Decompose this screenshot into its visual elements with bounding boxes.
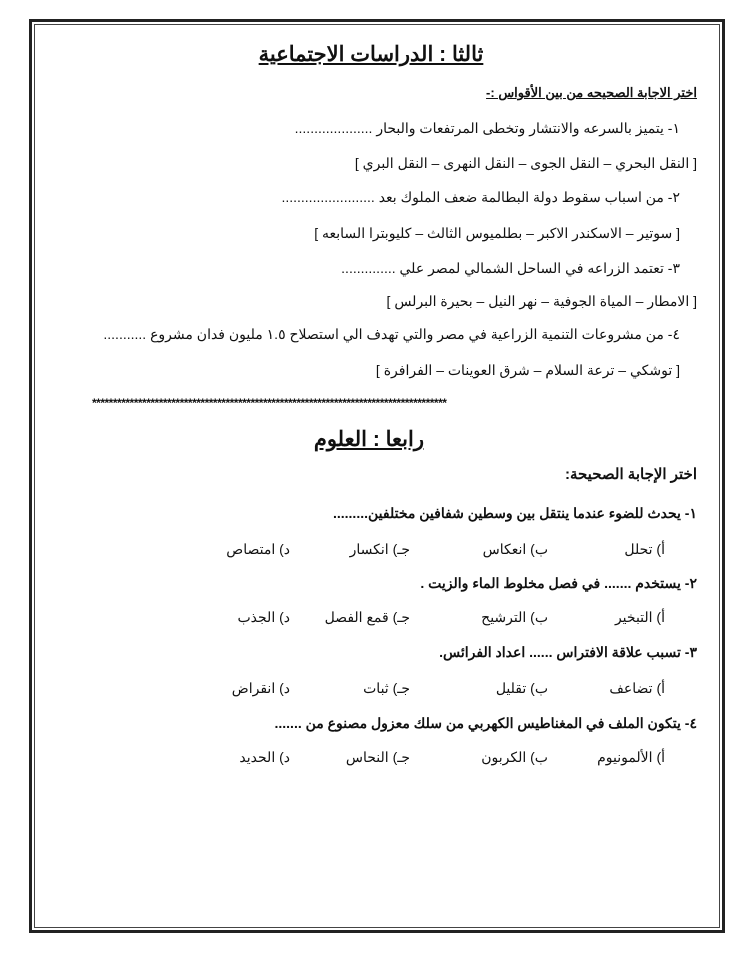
science-q1-option-b: ب) انعكاس (482, 541, 548, 557)
social-instruction: اختر الاجابة الصحيحه من بين الأقواس :- (486, 85, 697, 100)
section-title-science: رابعا : العلوم (313, 428, 424, 451)
social-options-4: [ توشكي – ترعة السلام – شرق العوينات – الفرافرة ] (375, 362, 680, 378)
social-question-1: ١- يتميز بالسرعه والانتشار وتخطى المرتفعات والبحار .................... (294, 120, 680, 136)
science-q1-option-c: جـ) انكسار (349, 541, 410, 557)
science-instruction: اختر الإجابة الصحيحة: (564, 466, 697, 483)
science-q3-option-a: أ) تضاعف (609, 680, 665, 696)
science-question-2: ٢- يستخدم ....... في فصل مخلوط الماء والزيت . (420, 575, 697, 591)
science-q2-option-b: ب) الترشيح (481, 609, 548, 625)
science-q3-option-b: ب) تقليل (495, 680, 548, 696)
science-q2-option-c: جـ) قمع الفصل (324, 609, 410, 625)
science-q4-option-a: أ) الألمونيوم (597, 749, 665, 765)
social-question-4: ٤- من مشروعات التنمية الزراعية في مصر والتي تهدف الي استصلاح ١.٥ مليون فدان مشروع ........... (103, 326, 680, 342)
social-question-2: ٢- من اسباب سقوط دولة البطالمة ضعف الملوك بعد ........................ (281, 189, 680, 205)
separator-stars: ************************************************************************************* (92, 396, 447, 410)
science-question-4: ٤- يتكون الملف في المغناطيس الكهربي من سلك معزول مصنوع من ....... (274, 715, 697, 731)
social-options-1: [ النقل البحري – النقل الجوى – النقل النهرى – النقل البري ] (354, 155, 697, 171)
science-q2-option-a: أ) التبخير (614, 609, 665, 625)
social-question-3: ٣- تعتمد الزراعه في الساحل الشمالي لمصر علي .............. (341, 260, 680, 276)
science-question-3: ٣- تسبب علاقة الافتراس ...... اعداد الفرائس. (439, 644, 697, 660)
science-q4-option-c: جـ) النحاس (345, 749, 410, 765)
section-title-social-studies (0, 42, 742, 67)
social-options-2: [ سوتير – الاسكندر الاكبر – بطلميوس الثالث – كليوبترا السابعه ] (314, 225, 680, 241)
science-q1-option-a: أ) تحلل (624, 541, 665, 557)
title-text: ثالثا : الدراسات الاجتماعية (258, 43, 484, 66)
science-q2-option-d: د) الجذب (237, 609, 290, 625)
science-q4-option-b: ب) الكربون (481, 749, 548, 765)
science-question-1: ١- يحدث للضوء عندما ينتقل بين وسطين شفافين مختلفين......... (332, 505, 697, 521)
science-q3-option-d: د) انقراض (231, 680, 290, 696)
science-q4-option-d: د) الحديد (239, 749, 290, 765)
science-q3-option-c: جـ) ثبات (363, 680, 410, 696)
science-q1-option-d: د) امتصاص (226, 541, 290, 557)
social-options-3: [ الامطار – المياة الجوفية – نهر النيل – بحيرة البرلس ] (386, 293, 697, 309)
